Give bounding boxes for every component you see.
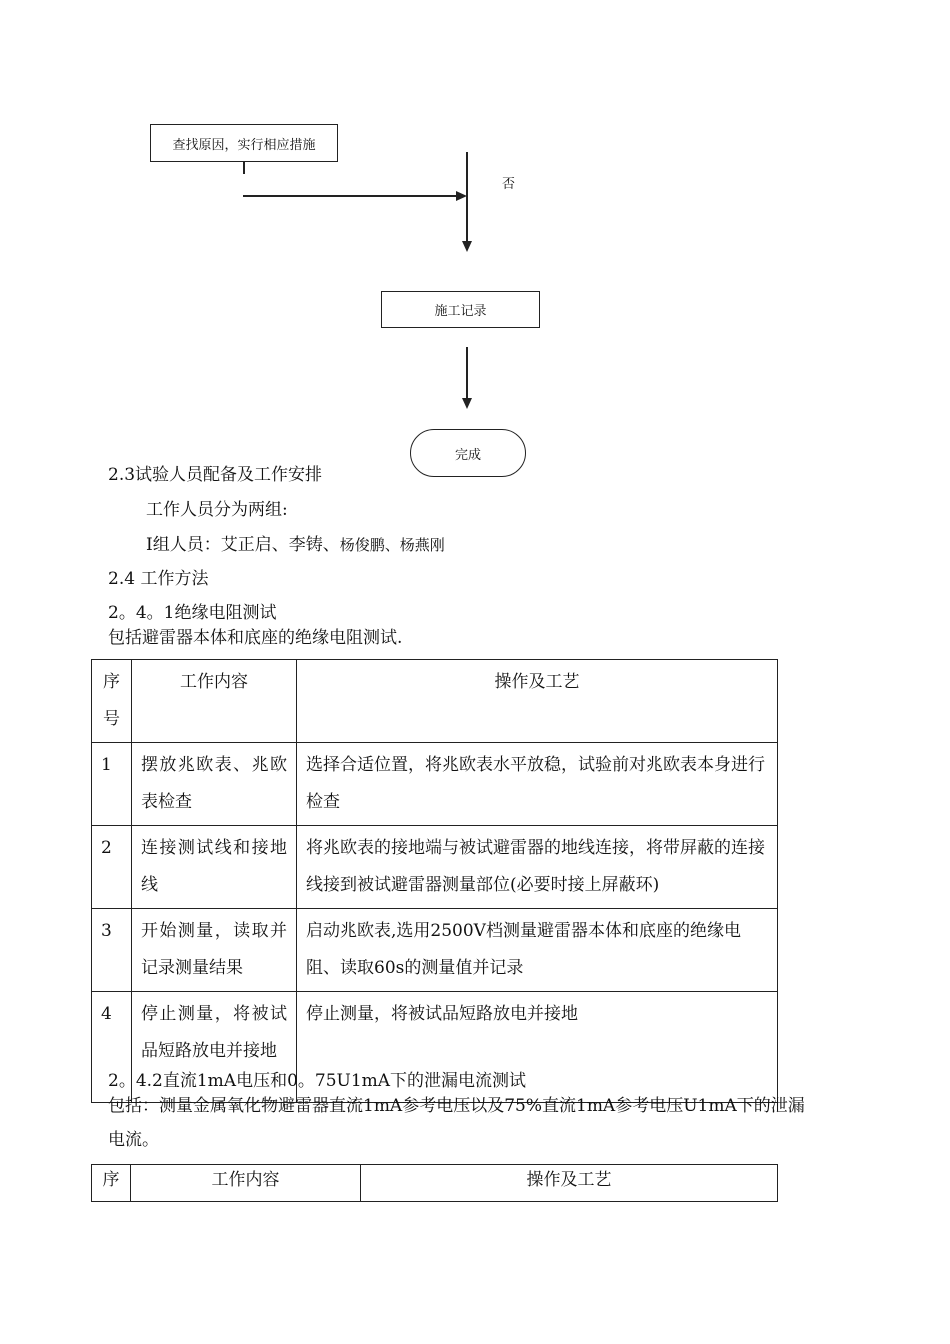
paragraph-team-split: 工作人员分为两组: xyxy=(146,500,288,520)
paragraph-2-4-2-desc-line2: 电流。 xyxy=(108,1130,159,1150)
flow-connector-record-done xyxy=(466,347,468,399)
table-cell-process: 将兆欧表的接地端与被试避雷器的地线连接，将带屏蔽的连接线接到被试避雷器测量部位(必要时接上屏蔽环) xyxy=(297,826,778,909)
section-heading-2-4-2: 2。4.2直流1mA电压和0。75U1mA下的泄漏电流测试 xyxy=(108,1071,527,1091)
table-cell-no: 2 xyxy=(92,826,132,909)
table-row xyxy=(92,826,778,909)
table-cell-no: 1 xyxy=(92,743,132,826)
flow-connector-stub xyxy=(243,162,245,174)
flow-arrow-down-icon xyxy=(462,241,472,252)
flow-terminal-done-label: 完成 xyxy=(454,447,481,463)
table-header-cell-no: 序号 xyxy=(92,660,132,743)
flow-terminal-done xyxy=(410,429,526,477)
table-cell-content: 开始测量，读取并记录测量结果 xyxy=(132,909,297,992)
flow-box-find-cause-label: 查找原因，实行相应措施 xyxy=(172,137,316,153)
table-header-cell-no: 序 xyxy=(92,1165,131,1202)
table-header-row xyxy=(92,660,778,743)
table-cell-process: 选择合适位置，将兆欧表水平放稳，试验前对兆欧表本身进行检查 xyxy=(297,743,778,826)
flow-connector-horizontal xyxy=(243,195,457,197)
section-heading-2-3: 2.3试验人员配备及工作安排 xyxy=(108,465,323,485)
section-heading-2-4: 2.4 工作方法 xyxy=(108,569,209,589)
flow-box-record-label: 施工记录 xyxy=(434,304,487,319)
procedure-table-insulation xyxy=(91,659,778,1103)
flow-box-find-cause xyxy=(150,124,338,162)
flow-box-record xyxy=(381,291,540,328)
table-cell-content: 停止测量，将被试品短路放电并接地 xyxy=(132,992,297,1103)
table-cell-no: 4 xyxy=(92,992,132,1103)
table-cell-process: 停止测量，将被试品短路放电并接地 xyxy=(297,992,778,1103)
table-header-row xyxy=(92,1165,778,1202)
procedure-table-leakage xyxy=(91,1164,778,1202)
paragraph-2-4-1-desc: 包括避雷器本体和底座的绝缘电阻测试. xyxy=(108,628,403,648)
paragraph-team-one xyxy=(146,532,445,558)
flow-label-no: 否 xyxy=(502,177,516,192)
table-cell-content: 连接测试线和接地线 xyxy=(132,826,297,909)
paragraph-2-4-2-desc-line1: 包括：测量金属氧化物避雷器直流1mA参考电压以及75%直流1mA参考电压U1mA下的泄漏 xyxy=(108,1096,805,1116)
flow-arrow-down-icon xyxy=(462,398,472,409)
flow-connector-main-vertical xyxy=(466,152,468,242)
table-row xyxy=(92,743,778,826)
table-cell-content: 摆放兆欧表、兆欧表检查 xyxy=(132,743,297,826)
table-header-cell-content: 工作内容 xyxy=(131,1165,361,1202)
table-cell-process: 启动兆欧表,选用2500V档测量避雷器本体和底座的绝缘电阻、读取60s的测量值并记录 xyxy=(297,909,778,992)
team-one-prefix: I组人员：艾正启、李铸、 xyxy=(146,535,340,555)
table-header-cell-process: 操作及工艺 xyxy=(297,660,778,743)
team-one-names: 杨俊鹏、杨燕刚 xyxy=(339,536,445,554)
section-heading-2-4-1: 2。4。1绝缘电阻测试 xyxy=(108,603,277,623)
table-cell-no: 3 xyxy=(92,909,132,992)
table-header-cell-content: 工作内容 xyxy=(132,660,297,743)
table-row xyxy=(92,909,778,992)
table-header-cell-process: 操作及工艺 xyxy=(361,1165,778,1202)
